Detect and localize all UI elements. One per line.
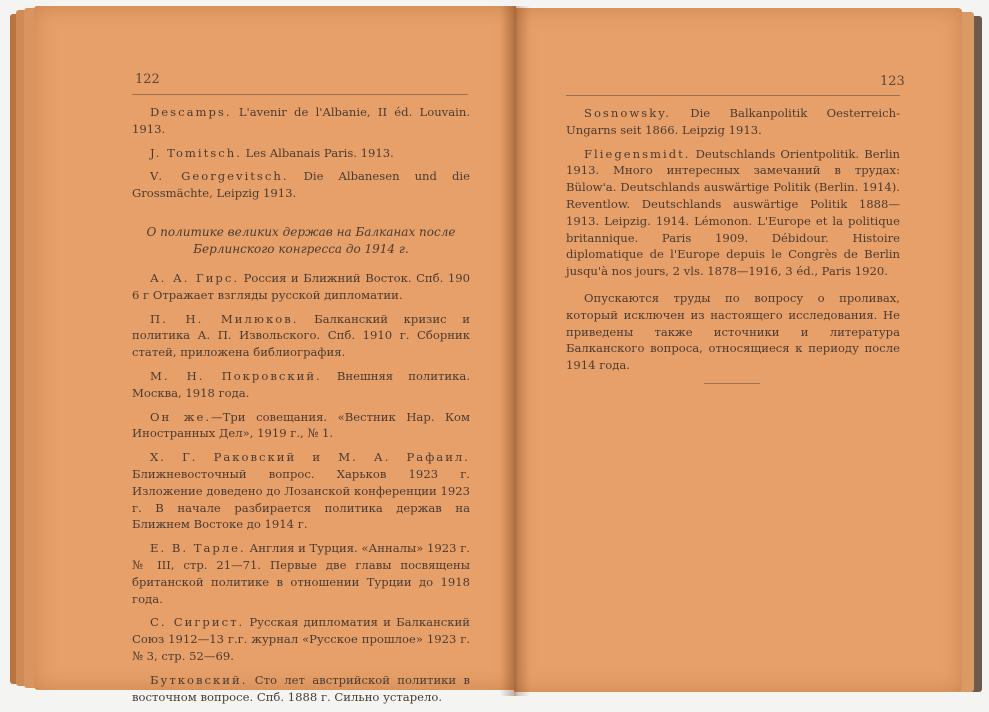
book-gutter: [500, 6, 530, 696]
bib-entry: А. А. Гирс. Россия и Ближний Восток. Спб. 190 6 г Отражает взгляды русской дипломатии.: [132, 270, 470, 302]
section-divider: [704, 383, 760, 384]
page-number-right: 123: [880, 74, 905, 89]
page-number-left: 122: [135, 72, 160, 87]
bib-entry: М. Н. Покровский. Внешняя политика. Москва, 1918 года.: [132, 368, 471, 400]
bib-entry: Х. Г. Раковский и М. А. Рафаил. Ближневосточный вопрос. Харьков 1923 г. Изложение доведено до Лозанской конференции 1923 г. В начале разбирается политика держав на Ближнем Востоке до 1914 г.: [132, 450, 470, 532]
bib-entry: Fliegensmidt. Deutschlands Orientpolitik. Berlin 1913. Много интересных замечаний в трудах: Bülow'a. Deutschlands auswärtige Politik (Berlin. 1914). Reventlow. Deutschlands auswärtige Politik 1888—1913. Leipzig. 1914. Lémonon. L'Europe et la politique britannique. Paris 1909. Débidour. Histoire diplomatique de l'Europe depuis le Congrès de Berlin jusqu'à nos jours, 2 vls. 1878—1916, 3 éd., Paris 1920.: [566, 146, 901, 279]
bib-entry: П. Н. Милюков. Балканский кризис и политика А. П. Извольского. Спб. 1910 г. Сборник статей, приложена библиография.: [132, 311, 470, 360]
bib-entry: Е. В. Тарле. Англия и Турция. «Анналы» 1923 г. № III, стр. 21—71. Первые две главы посвящены британской политике в отношении Турции до 1918 года.: [132, 541, 470, 606]
bib-entry: Descamps. L'avenir de l'Albanie, II éd. Louvain. 1913.: [132, 105, 471, 136]
bib-entry: Он же.—Три совещания. «Вестник Нар. Ком Иностранных Дел», 1919 г., № 1.: [132, 409, 470, 441]
bib-entry: J. Tomitsch. Les Albanais Paris. 1913.: [150, 145, 394, 160]
closing-note: Опускаются труды по вопросу о проливах, который исключен из настоящего исследования. Не приведены также источники и литература Балканского вопроса, относящиеся к периоду после 1914 года.: [566, 290, 900, 373]
left-column: [132, 104, 470, 712]
right-column: [566, 105, 900, 374]
bib-entry: С. Сигрист. Русская дипломатия и Балканский Союз 1912—13 г.г. журнал «Русское прошлое» 1923 г. № 3, стр. 52—69.: [132, 615, 470, 663]
bib-entry: V. Georgevitsch. Die Albanesen und die Grossmächte, Leipzig 1913.: [132, 169, 470, 201]
header-rule-right: [566, 95, 900, 96]
bib-entry: Бутковский. Сто лет австрийской политики в восточном вопросе. Спб. 1888 г. Сильно устарело.: [132, 672, 471, 704]
section-heading: О политике великих держав на Балканах после Берлинского конгресса до 1914 г.: [146, 224, 456, 256]
header-rule-left: [132, 94, 468, 95]
bib-entry: Sosnowsky. Die Balkanpolitik Oesterreich-Ungarns seit 1866. Leipzig 1913.: [566, 106, 901, 137]
